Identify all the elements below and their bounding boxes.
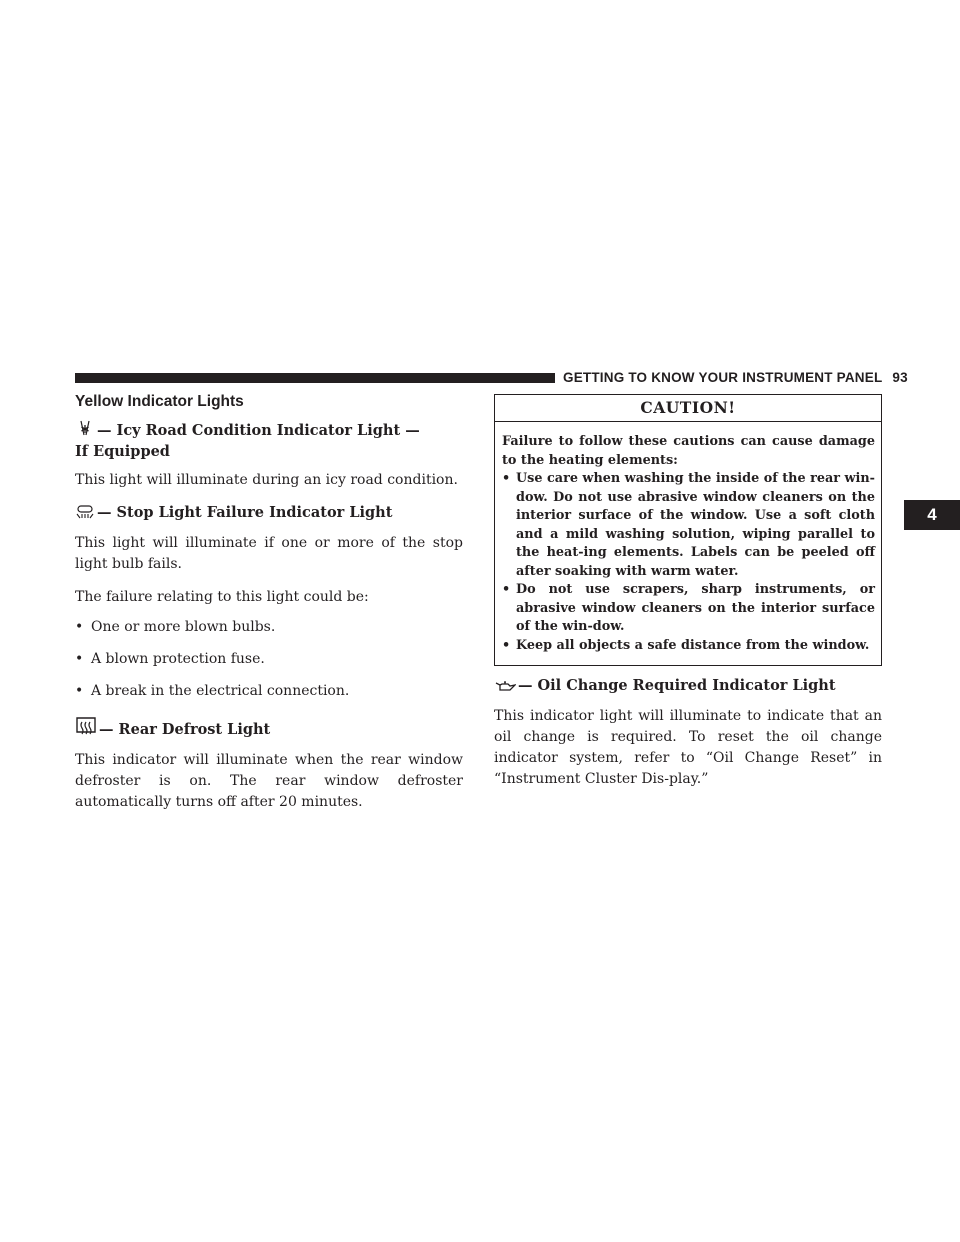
stop-light-icon bbox=[75, 505, 95, 524]
list-item: • Do not use scrapers, sharp instruments, or abrasive window cleaners on the interior surface of the win-dow. bbox=[502, 581, 875, 637]
list-item: • A break in the electrical connection. bbox=[75, 681, 463, 702]
stop-light-failures bbox=[75, 617, 463, 702]
stop-light-title: — Stop Light Failure Indicator Light bbox=[97, 504, 393, 521]
list-item: • One or more blown bulbs. bbox=[75, 617, 463, 638]
right-column bbox=[494, 394, 882, 802]
icy-road-icon bbox=[75, 419, 95, 442]
caution-body bbox=[495, 422, 881, 665]
list-item: • Keep all objects a safe distance from the window. bbox=[502, 637, 875, 656]
page-number: 93 bbox=[892, 370, 908, 385]
oil-change-heading bbox=[494, 676, 882, 697]
chapter-title: GETTING TO KNOW YOUR INSTRUMENT PANEL bbox=[563, 370, 883, 385]
caution-box bbox=[494, 394, 882, 666]
rear-defrost-heading bbox=[75, 716, 463, 741]
stop-light-intro: The failure relating to this light could be: bbox=[75, 589, 369, 605]
header-rule bbox=[75, 373, 555, 383]
rear-defrost-body: This indicator will illuminate when the rear window defroster is on. The rear window defroster automatically turns off after 20 minutes. bbox=[75, 752, 463, 810]
chapter-tab[interactable]: 4 bbox=[904, 500, 960, 530]
oil-can-icon bbox=[494, 678, 516, 697]
rear-defrost-icon bbox=[75, 716, 97, 741]
section-title: Yellow Indicator Lights bbox=[75, 393, 244, 410]
icy-road-heading bbox=[75, 419, 463, 461]
list-item: • Use care when washing the inside of the rear win-dow. Do not use abrasive window cleaners on the interior surface of the window. Use a soft cloth and a mild washing solution, wiping parallel to the heat-ing elements. Labels can be peeled off after soaking with warm water. bbox=[502, 470, 875, 581]
rear-defrost-title: — Rear Defrost Light bbox=[99, 721, 271, 738]
running-header bbox=[563, 370, 908, 385]
icy-road-title-line2: If Equipped bbox=[75, 443, 170, 460]
list-item: • A blown protection fuse. bbox=[75, 649, 463, 670]
stop-light-body: This light will illuminate if one or more of the stop light bulb fails. bbox=[75, 535, 463, 572]
oil-change-body: This indicator light will illuminate to indicate that an oil change is required. To reset the oil change indicator system, refer to “Oil Change Reset” in “Instrument Cluster Dis-play.” bbox=[494, 708, 882, 787]
stop-light-heading bbox=[75, 503, 463, 524]
oil-change-title: — Oil Change Required Indicator Light bbox=[518, 677, 836, 694]
caution-list bbox=[502, 470, 875, 655]
left-column bbox=[75, 393, 463, 825]
caution-intro: Failure to follow these cautions can cause damage to the heating elements: bbox=[502, 434, 875, 468]
icy-road-title: — Icy Road Condition Indicator Light — bbox=[97, 422, 420, 439]
icy-road-body: This light will illuminate during an icy road condition. bbox=[75, 472, 458, 488]
caution-heading: CAUTION! bbox=[495, 395, 881, 422]
